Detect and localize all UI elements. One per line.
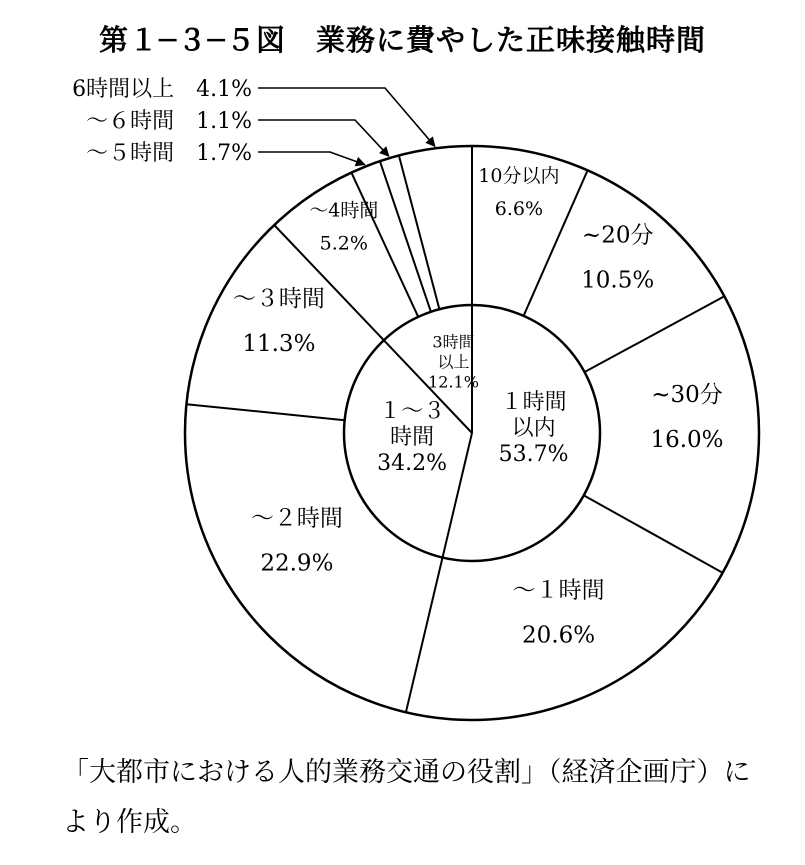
- callout-label: 6時間以上 4.1%: [72, 77, 252, 102]
- slice-name-label: 3時間: [432, 332, 475, 352]
- slice-value-label: 11.3%: [242, 331, 316, 357]
- outer-slice-label: [513, 577, 605, 648]
- slice-name-label: 時間: [390, 424, 435, 450]
- callout-leader: [258, 152, 365, 165]
- slice-name-label: ～１時間: [512, 577, 605, 604]
- outer-slice-label: [581, 222, 654, 293]
- outer-slice-divider: [186, 404, 344, 420]
- slice-name-label: １時間: [500, 389, 567, 415]
- chart-title: 第１─３─５図 業務に費やした正味接触時間: [99, 23, 706, 57]
- slice-name-label: 以内: [511, 415, 556, 441]
- slice-value-label: 34.2%: [377, 450, 448, 476]
- callouts: [72, 77, 435, 166]
- slice-name-label: 10分以内: [478, 165, 560, 187]
- slice-name-label: ～３時間: [232, 286, 325, 312]
- slice-value-label: 53.7%: [498, 441, 569, 467]
- callout-label: ～６時間 1.1%: [86, 109, 252, 134]
- slice-value-label: 12.1%: [428, 372, 479, 392]
- outer-slice-label: [650, 382, 723, 453]
- slice-value-label: 16.0%: [650, 426, 724, 453]
- slice-name-label: 以上: [437, 352, 470, 372]
- slice-name-label: ～２時間: [250, 505, 343, 532]
- outer-slice-label: [251, 505, 343, 576]
- outer-slice-divider: [524, 170, 588, 315]
- slice-name-label: １～３: [379, 398, 446, 424]
- source-note: 「大都市における人的業務交通の役割」（経済企画庁）により作成。: [62, 757, 751, 838]
- callout-leader: [258, 120, 389, 156]
- slice-value-label: 10.5%: [581, 267, 655, 294]
- slice-value-label: 22.9%: [260, 550, 334, 577]
- slice-value-label: 5.2%: [319, 232, 368, 255]
- slice-value-label: 20.6%: [522, 622, 596, 649]
- outer-slice-label: [478, 165, 559, 220]
- slice-value-label: 6.6%: [494, 198, 544, 220]
- slice-name-label: ~20分: [581, 222, 654, 249]
- callout-label: ～５時間 1.7%: [86, 141, 252, 166]
- slice-name-label: ～4時間: [309, 199, 379, 222]
- outer-slice-divider: [406, 558, 443, 713]
- callout-leader: [258, 88, 435, 146]
- outer-slice-label: [309, 200, 378, 255]
- outer-slice-divider: [584, 495, 723, 572]
- outer-slice-divider: [585, 296, 725, 372]
- slice-name-label: ~30分: [651, 381, 723, 408]
- outer-slice-label: [233, 286, 325, 357]
